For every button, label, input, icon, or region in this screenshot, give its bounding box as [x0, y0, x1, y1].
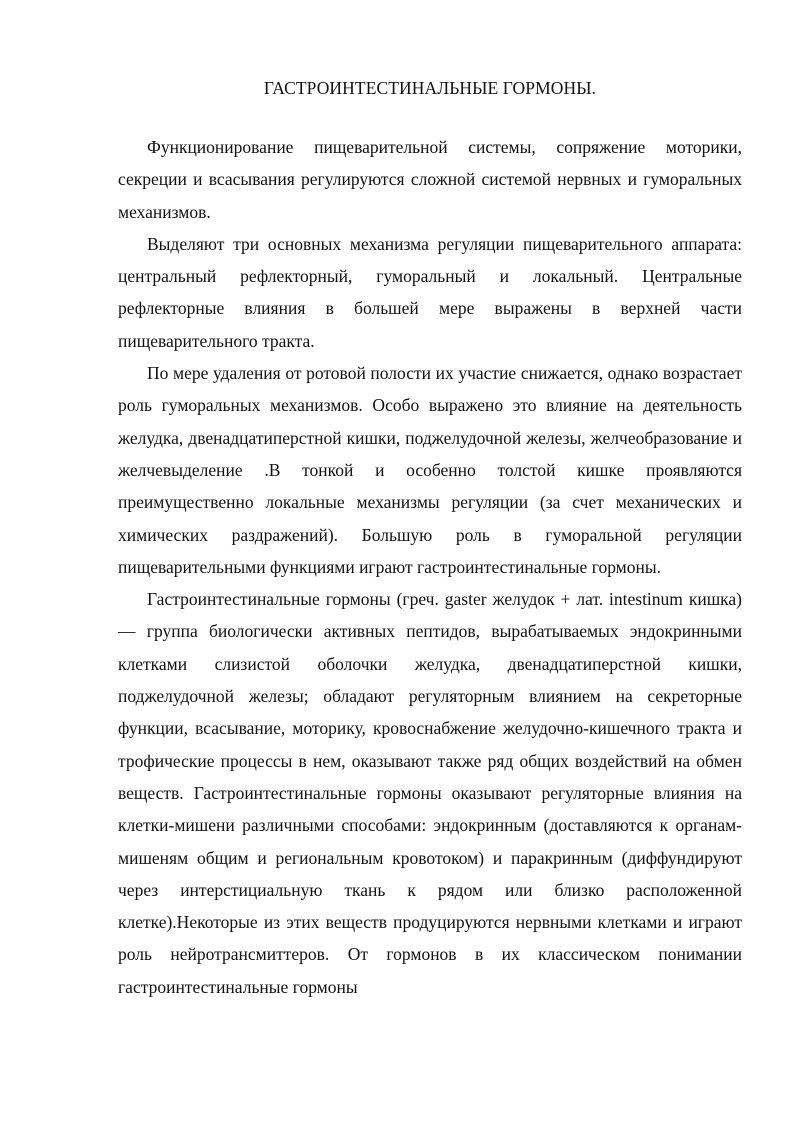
paragraph-mechanisms: Выделяют три основных механизма регуляции пищеварительного аппарата: центральный рефлекторный, гуморальный и локальный. Центральные рефлекторные влияния в большей мере выражены в верхней части пищеварительного тракта.: [118, 233, 742, 351]
document-title: ГАСТРОИНТЕСТИНАЛЬНЫЕ ГОРМОНЫ.: [263, 78, 597, 98]
paragraph-definition: Гастроинтестинальные гормоны (греч. gaster желудок + лат. intestinum кишка) — группа биологически активных пептидов, вырабатываемых эндокринными клетками слизистой оболочки желудка, двенадцатиперстной кишки, поджелудочной железы; обладают регуляторным влиянием на секреторные функции, всасывание, моторику, кровоснабжение желудочно-кишечного тракта и трофические процессы в нем, оказывают также ряд общих воздействий на обмен веществ. Гастроинтестинальные гормоны оказывают регуляторные влияния на клетки-мишени различными способами: эндокринным (доставляются к органам-мишеням общим и региональным кровотоком) и паракринным (диффундируют через интерстициальную ткань к рядом или близко расположенной клетке).Некоторые из этих веществ продуцируются нервными клетками и играют роль нейротрансмиттеров. От гормонов в их классическом понимании гастроинтестинальные гормоны: [118, 589, 742, 997]
document-page: [118, 75, 742, 1003]
paragraph-humoral: По мере удаления от ротовой полости их участие снижается, однако возрастает роль гуморальных механизмов. Особо выражено это влияние на деятельность желудка, двенадцатиперстной кишки, поджелудочной железы, желчеобразование и желчевыделение .В тонкой и особенно толстой кишке проявляются преимущественно локальные механизмы регуляции (за счет механических и химических раздражений). Большую роль в гуморальной регуляции пищеварительными функциями играют гастроинтестинальные гормоны.: [118, 363, 742, 577]
paragraph-intro: Функционирование пищеварительной системы, сопряжение моторики, секреции и всасывания регулируются сложной системой нервных и гуморальных механизмов.: [118, 137, 742, 222]
